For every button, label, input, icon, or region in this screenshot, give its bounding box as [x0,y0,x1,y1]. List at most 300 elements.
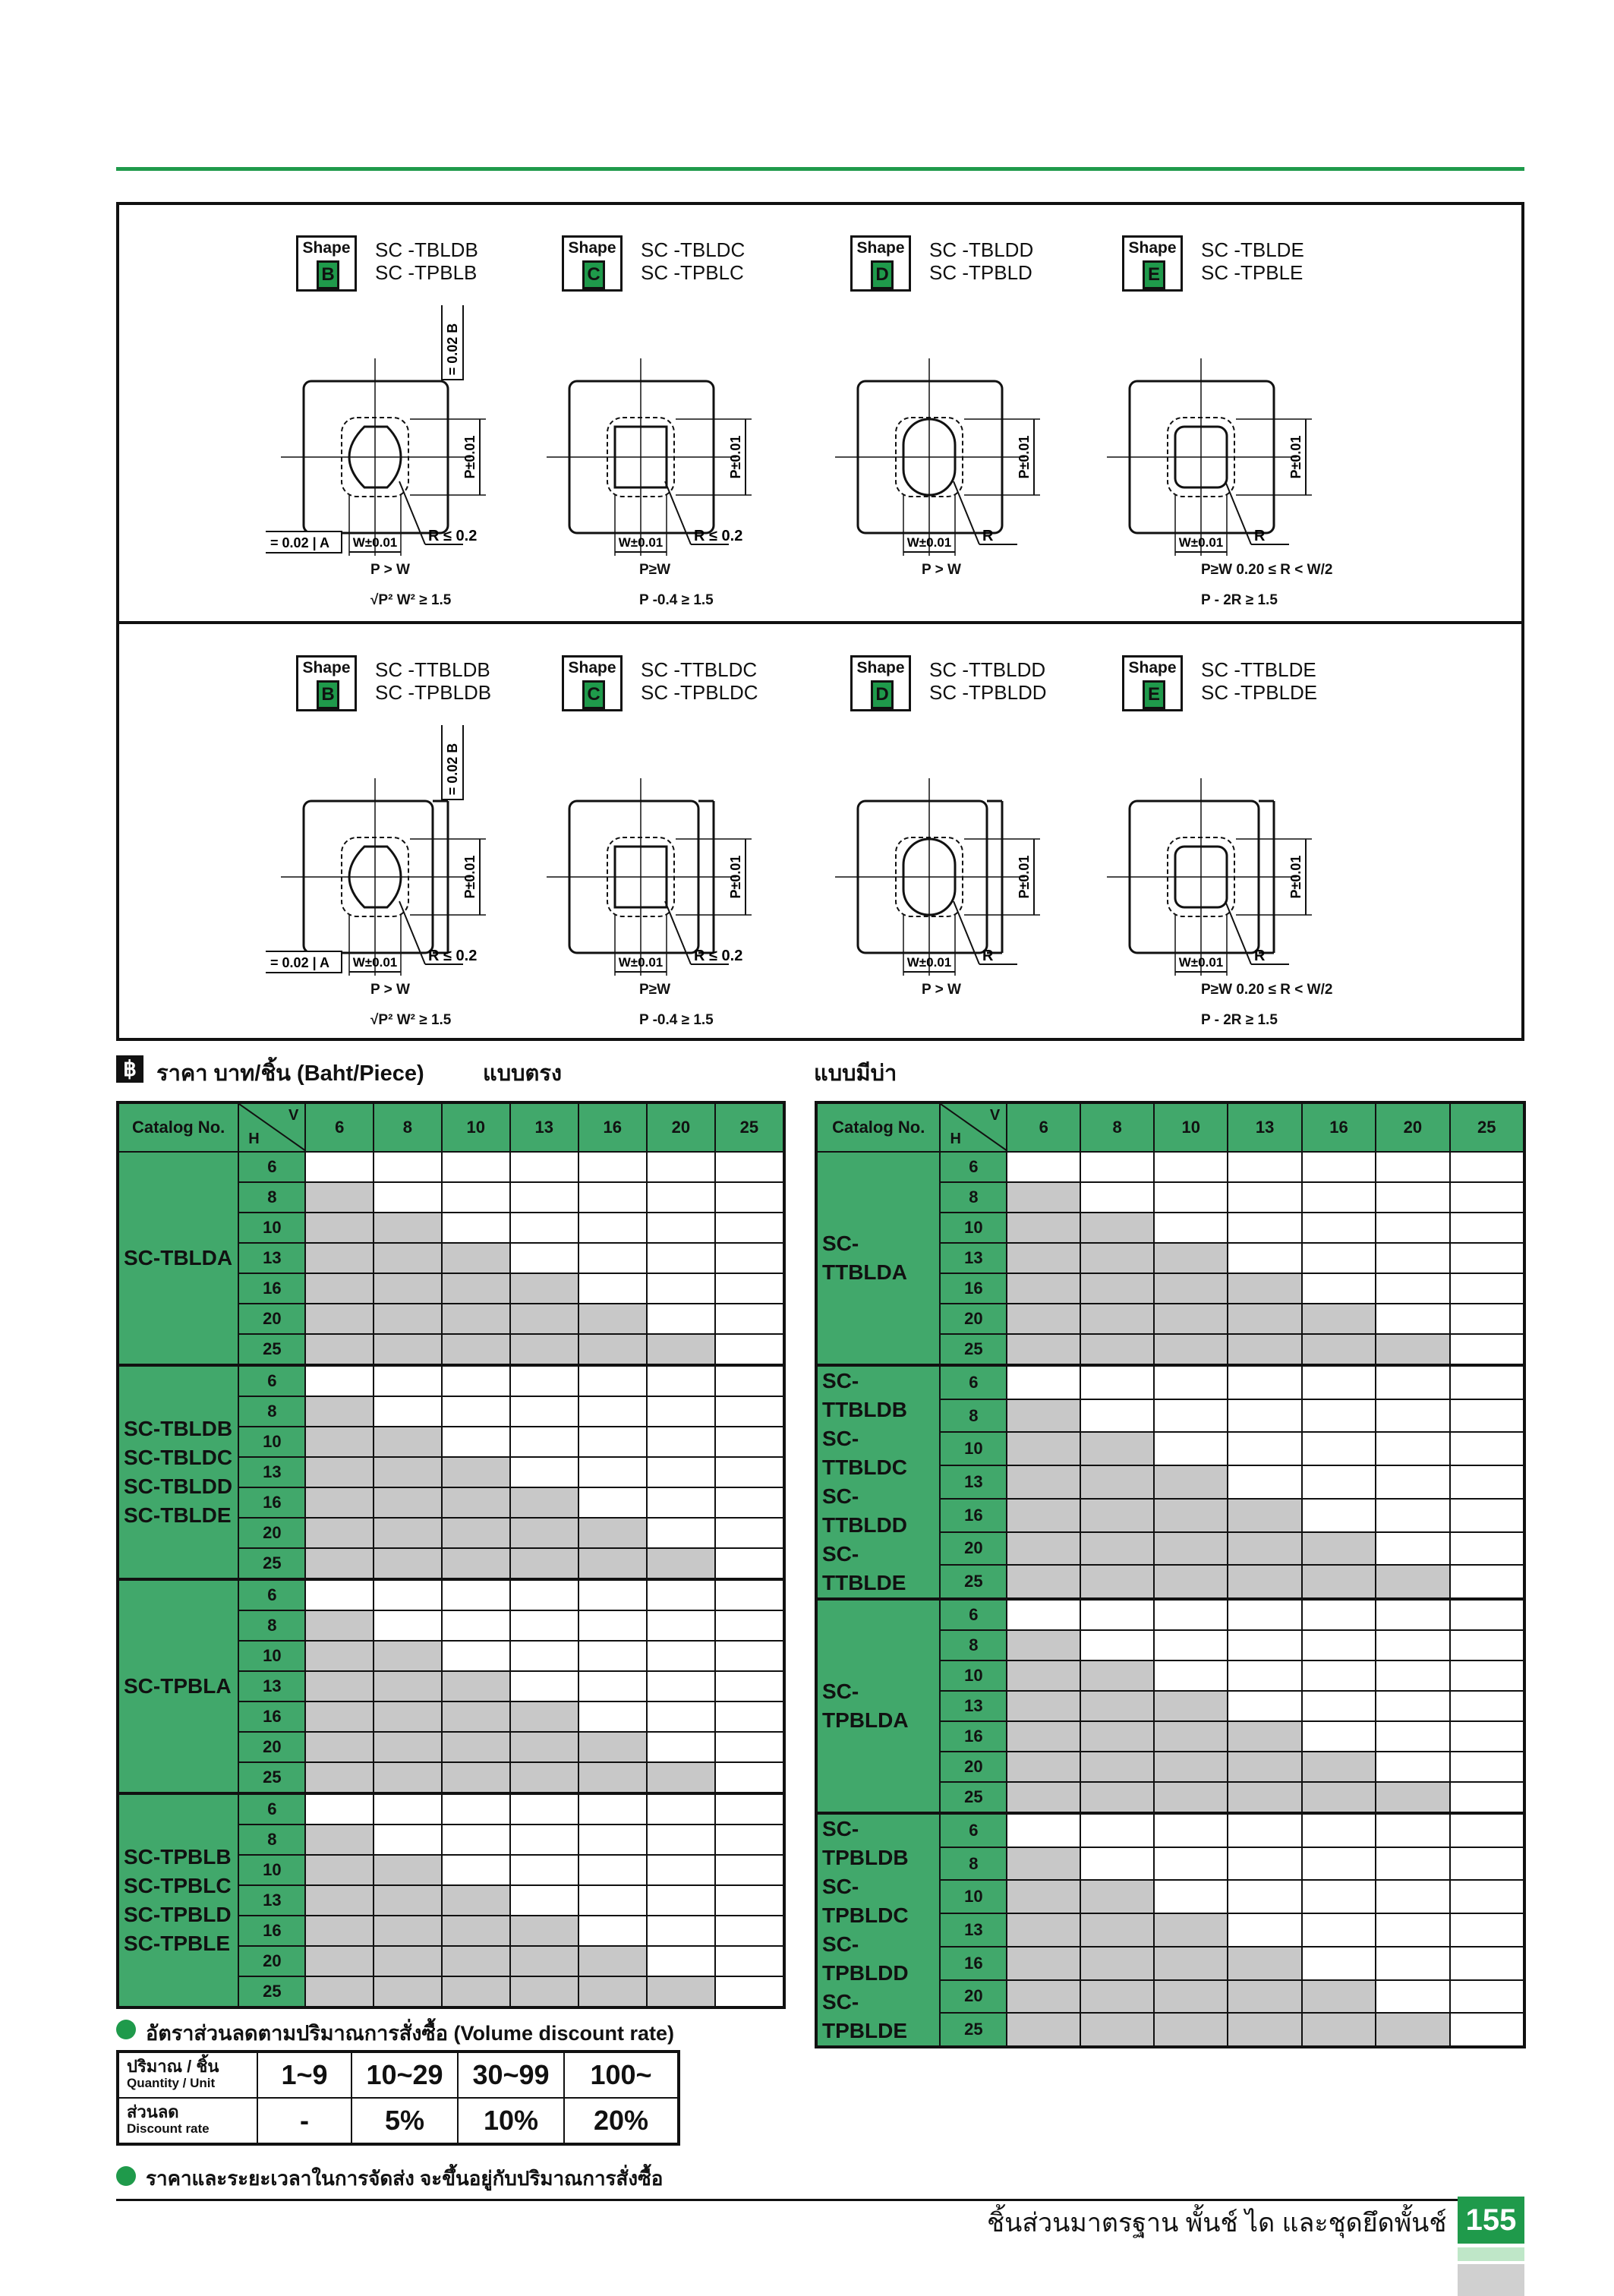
price-cell [442,1243,510,1273]
price-cell [578,1641,647,1671]
price-cell [510,1732,578,1762]
price-cell [1450,1532,1524,1566]
price-cell [578,1548,647,1579]
price-cell [1007,1630,1080,1660]
price-cell [1228,1847,1301,1881]
shape-codes: SC -TBLDE SC -TPBLE [1201,238,1304,284]
price-cell [374,1518,442,1548]
svg-text:W±0.01: W±0.01 [618,955,664,970]
formula-line: P≥W [639,562,671,578]
shape-badge: Shape B [296,655,357,711]
price-cell [374,1396,442,1427]
price-cell [374,1152,442,1182]
price-cell [647,1946,715,1976]
h-value: 20 [940,1532,1007,1566]
h-value: 16 [940,1721,1007,1752]
price-cell [578,1732,647,1762]
price-cell [578,1457,647,1487]
price-cell [1154,1499,1228,1532]
price-cell [305,1946,374,1976]
svg-text:= 0.02 | A: = 0.02 | A [270,535,329,550]
price-cell [715,1243,784,1273]
h-value: 8 [238,1610,305,1641]
price-cell [715,1732,784,1762]
price-cell [1302,1630,1376,1660]
price-cell [647,1182,715,1213]
formula-line: P≥W 0.20 ≤ R < W/2 [1201,562,1333,578]
price-cell [1228,1334,1301,1365]
qty-cell: 1~9 [257,2052,351,2098]
price-cell [1007,1399,1080,1433]
price-cell [578,1702,647,1732]
shape-letter: E [1143,260,1165,289]
delivery-note: ราคาและระยะเวลาในการจัดส่ง จะขึ้นอยู่กับปริมาณการสั่งซื้อ [146,2167,664,2190]
price-cell [1302,1182,1376,1213]
price-cell [647,1793,715,1824]
price-cell [647,1396,715,1427]
price-cell [1376,1980,1449,2014]
page-number: 155 [1458,2197,1524,2244]
shape-codes: SC -TBLDC SC -TPBLC [641,238,746,284]
price-cell [1302,1399,1376,1433]
svg-text:R ≤ 0.2: R ≤ 0.2 [694,948,743,964]
price-cell [647,1365,715,1396]
price-cell [1302,1980,1376,2014]
price-cell [1228,1813,1301,1847]
price-cell [647,1671,715,1702]
top-rule [116,167,1524,171]
price-cell [1080,1913,1154,1947]
price-cell [1450,1365,1524,1399]
price-cell [510,1518,578,1548]
price-cell [1154,1721,1228,1752]
h-value: 13 [238,1243,305,1273]
price-cell [1450,1213,1524,1243]
price-cell [1302,1721,1376,1752]
price-cell [647,1304,715,1334]
price-cell [1450,1182,1524,1213]
price-cell [374,1182,442,1213]
price-cell [715,1487,784,1518]
price-cell [1376,1847,1449,1881]
price-cell [1302,1813,1376,1847]
price-cell [510,1855,578,1885]
price-cell [715,1334,784,1365]
shape-panel [270,642,562,1036]
price-table-headed [815,1101,1526,2048]
price-cell [1080,1691,1154,1721]
h-value: 6 [238,1365,305,1396]
price-cell [305,1916,374,1946]
h-value: 25 [238,1548,305,1579]
price-cell [1450,1660,1524,1691]
v-header: 16 [578,1102,647,1152]
price-cell [647,1855,715,1885]
price-cell [305,1641,374,1671]
h-value: 8 [238,1182,305,1213]
price-cell [374,1824,442,1855]
v-header: 6 [305,1102,374,1152]
price-cell [1302,1304,1376,1334]
price-cell [1007,1432,1080,1465]
v-header: 25 [715,1102,784,1152]
shape-letter: B [317,680,339,709]
h-value: 8 [940,1182,1007,1213]
price-cell [1154,1399,1228,1433]
svg-text:R ≤ 0.2: R ≤ 0.2 [694,528,743,544]
price-cell [1080,1721,1154,1752]
price-cell [1080,1213,1154,1243]
price-cell [1450,1273,1524,1304]
price-cell [1228,1243,1301,1273]
price-cell [1450,1499,1524,1532]
price-cell [305,1976,374,2007]
h-value: 10 [238,1855,305,1885]
price-cell [1302,1913,1376,1947]
price-cell [1376,1243,1449,1273]
h-value: 25 [238,1762,305,1793]
svg-text:R: R [982,948,994,964]
price-cell [1228,1182,1301,1213]
price-cell [1228,1782,1301,1813]
price-cell [1154,1630,1228,1660]
price-cell [510,1273,578,1304]
price-cell [442,1427,510,1457]
price-cell [374,1610,442,1641]
price-cell [1228,1630,1301,1660]
price-cell [578,1855,647,1885]
price-cell [1228,1752,1301,1782]
price-cell [1302,1660,1376,1691]
price-cell [442,1946,510,1976]
shape-letter: E [1143,680,1165,709]
svg-text:P±0.01: P±0.01 [1017,435,1032,479]
shape-panel [562,222,827,617]
bullet-icon [116,2020,136,2039]
price-cell [1228,1660,1301,1691]
price-cell [1450,1980,1524,2014]
price-cell [1007,1152,1080,1182]
bullet-icon [116,2166,136,2186]
price-cell [647,1916,715,1946]
price-cell [1450,1752,1524,1782]
price-cell [715,1457,784,1487]
price-cell [715,1641,784,1671]
h-value: 8 [238,1824,305,1855]
price-cell [1228,1721,1301,1752]
price-cell [305,1793,374,1824]
price-cell [578,1976,647,2007]
price-cell [715,1671,784,1702]
price-cell [1376,1365,1449,1399]
price-cell [1228,1399,1301,1433]
price-cell [1007,2013,1080,2047]
price-cell [1080,1599,1154,1630]
price-cell [647,1334,715,1365]
price-cell [1154,1465,1228,1499]
shape-codes: SC -TBLDB SC -TPBLB [375,238,478,284]
v-header: 20 [1376,1102,1449,1152]
price-cell [1007,1691,1080,1721]
price-cell [442,1518,510,1548]
shape-drawing [531,305,850,579]
baht-icon: ฿ [116,1055,143,1083]
price-cell [1376,1880,1449,1913]
price-cell [510,1762,578,1793]
shape-letter: B [317,260,339,289]
qty-cell: 10~29 [351,2052,458,2098]
price-cell [1080,1182,1154,1213]
price-cell [374,1976,442,2007]
price-cell [1376,1721,1449,1752]
price-cell [510,1396,578,1427]
price-cell [1376,2013,1449,2047]
h-value: 16 [238,1916,305,1946]
price-cell [715,1548,784,1579]
price-cell [1154,1243,1228,1273]
price-cell [1007,1532,1080,1566]
price-cell [442,1702,510,1732]
shape-letter: D [871,260,894,289]
v-header: 6 [1007,1102,1080,1152]
shape-letter: C [582,680,605,709]
catalog-group: SC-TPBLDA [816,1599,940,1813]
price-cell [305,1855,374,1885]
price-cell [1007,1782,1080,1813]
price-cell [442,1824,510,1855]
price-cell [305,1427,374,1457]
price-cell [1080,1273,1154,1304]
catalog-header: Catalog No. [118,1102,238,1152]
price-cell [1228,1432,1301,1465]
price-cell [1450,1847,1524,1881]
price-cell [1080,1980,1154,2014]
v-header: 13 [1228,1102,1301,1152]
formula-line: P > W [922,982,961,998]
price-cell [374,1579,442,1610]
h-value: 20 [238,1518,305,1548]
price-cell [1376,1691,1449,1721]
price-cell [442,1762,510,1793]
v-header: 16 [1302,1102,1376,1152]
shape-panel [1122,222,1388,617]
diagram-divider [119,621,1521,624]
price-cell [1154,1152,1228,1182]
price-cell [510,1365,578,1396]
h-value: 20 [238,1304,305,1334]
price-cell [442,1182,510,1213]
rate-cell: 10% [458,2098,564,2144]
price-cell [1450,1304,1524,1334]
price-cell [1007,1465,1080,1499]
rate-cell: 5% [351,2098,458,2144]
price-cell [1154,1980,1228,2014]
price-cell [1302,1499,1376,1532]
price-cell [1154,1913,1228,1947]
price-cell [1376,1182,1449,1213]
price-cell [374,1365,442,1396]
price-cell [1007,1304,1080,1334]
shape-drawing [1092,725,1411,998]
footer-title: ชิ้นส่วนมาตรฐาน พั้นช์ ได และชุดยึดพั้นช์ [987,2209,1447,2238]
price-cell [305,1885,374,1916]
svg-text:P±0.01: P±0.01 [728,435,743,479]
price-cell [715,1762,784,1793]
price-cell [1302,1273,1376,1304]
shape-panel [1122,642,1388,1036]
price-cell [1302,1691,1376,1721]
price-cell [374,1916,442,1946]
v-header: 13 [510,1102,578,1152]
price-cell [647,1152,715,1182]
price-cell [1080,1782,1154,1813]
price-cell [305,1334,374,1365]
price-cell [1080,1752,1154,1782]
v-header: 8 [374,1102,442,1152]
price-cell [1154,1947,1228,1980]
price-cell [510,1793,578,1824]
price-cell [1154,1532,1228,1566]
price-cell [578,1243,647,1273]
price-cell [1376,1273,1449,1304]
price-cell [715,1213,784,1243]
price-cell [1376,1813,1449,1847]
v-header: 10 [1154,1102,1228,1152]
price-cell [715,1579,784,1610]
price-cell [1302,1599,1376,1630]
svg-text:P±0.01: P±0.01 [1017,855,1032,899]
price-cell [647,1213,715,1243]
price-cell [1154,1213,1228,1243]
shape-panel [850,642,1116,1036]
price-cell [1450,1880,1524,1913]
price-cell [647,1457,715,1487]
price-cell [715,1824,784,1855]
price-cell [1154,2013,1228,2047]
price-cell [1154,1880,1228,1913]
price-cell [374,1855,442,1885]
catalog-header: Catalog No. [816,1102,940,1152]
price-cell [510,1885,578,1916]
price-cell [374,1641,442,1671]
shape-badge: Shape E [1122,655,1183,711]
price-cell [442,1304,510,1334]
price-cell [1080,1565,1154,1599]
price-cell [1154,1660,1228,1691]
price-cell [1007,1499,1080,1532]
price-cell [374,1427,442,1457]
price-cell [715,1793,784,1824]
price-cell [1007,1365,1080,1399]
formula-line: P≥W 0.20 ≤ R < W/2 [1201,982,1333,998]
price-cell [647,1518,715,1548]
price-cell [1080,1630,1154,1660]
price-cell [1228,1365,1301,1399]
h-value: 8 [238,1396,305,1427]
price-cell [305,1457,374,1487]
price-cell [1450,1691,1524,1721]
shape-badge: Shape E [1122,235,1183,292]
price-cell [510,1824,578,1855]
price-cell [1228,1947,1301,1980]
price-cell [442,1273,510,1304]
price-cell [1228,1691,1301,1721]
price-cell [1080,1847,1154,1881]
price-title: ราคา บาท/ชิ้น (Baht/Piece) [156,1061,424,1086]
price-cell [1376,1752,1449,1782]
datum-b-frame [442,305,463,380]
svg-text:W±0.01: W±0.01 [352,535,398,550]
price-cell [715,1152,784,1182]
h-value: 16 [940,1499,1007,1532]
price-cell [1080,1304,1154,1334]
h-value: 25 [940,1334,1007,1365]
price-cell [1450,1782,1524,1813]
svg-text:R: R [1254,948,1266,964]
rate-cell: 20% [564,2098,679,2144]
h-value: 10 [940,1660,1007,1691]
price-cell [1080,1813,1154,1847]
price-cell [305,1702,374,1732]
price-cell [1007,1599,1080,1630]
h-value: 13 [238,1885,305,1916]
price-cell [578,1518,647,1548]
svg-text:= 0.02 B: = 0.02 B [445,323,460,376]
v-header: 8 [1080,1102,1154,1152]
price-cell [305,1579,374,1610]
catalog-group: SC-TPBLB SC-TPBLC SC-TPBLD SC-TPBLE [118,1793,238,2007]
quantity-label: ปริมาณ / ชิ้น Quantity / Unit [118,2052,257,2098]
price-cell [305,1365,374,1396]
h-value: 20 [940,1980,1007,2014]
price-cell [1302,1782,1376,1813]
price-cell [1450,1465,1524,1499]
price-cell [1154,1599,1228,1630]
shape-panel [562,642,827,1036]
price-cell [1080,1660,1154,1691]
price-cell [1376,1532,1449,1566]
price-cell [1007,1243,1080,1273]
price-cell [374,1334,442,1365]
price-cell [1450,2013,1524,2047]
h-value: 20 [238,1732,305,1762]
price-cell [578,1824,647,1855]
price-cell [374,1273,442,1304]
price-cell [442,1365,510,1396]
v-header: 10 [442,1102,510,1152]
price-cell [578,1579,647,1610]
datum-a-frame [266,951,342,973]
shape-codes: SC -TBLDD SC -TPBLD [929,238,1034,284]
price-cell [1302,1565,1376,1599]
svg-text:W±0.01: W±0.01 [1178,955,1224,970]
price-cell [1376,1565,1449,1599]
shape-letter: D [871,680,894,709]
price-cell [715,1855,784,1885]
price-cell [647,1732,715,1762]
price-cell [305,1182,374,1213]
price-cell [1376,1213,1449,1243]
price-cell [305,1610,374,1641]
price-cell [510,1702,578,1732]
shape-badge: Shape B [296,235,357,292]
price-cell [647,1885,715,1916]
price-cell [715,1885,784,1916]
price-cell [578,1273,647,1304]
price-cell [1080,1243,1154,1273]
formula-line: √P² W² ≥ 1.5 [370,1012,452,1028]
price-cell [578,1916,647,1946]
